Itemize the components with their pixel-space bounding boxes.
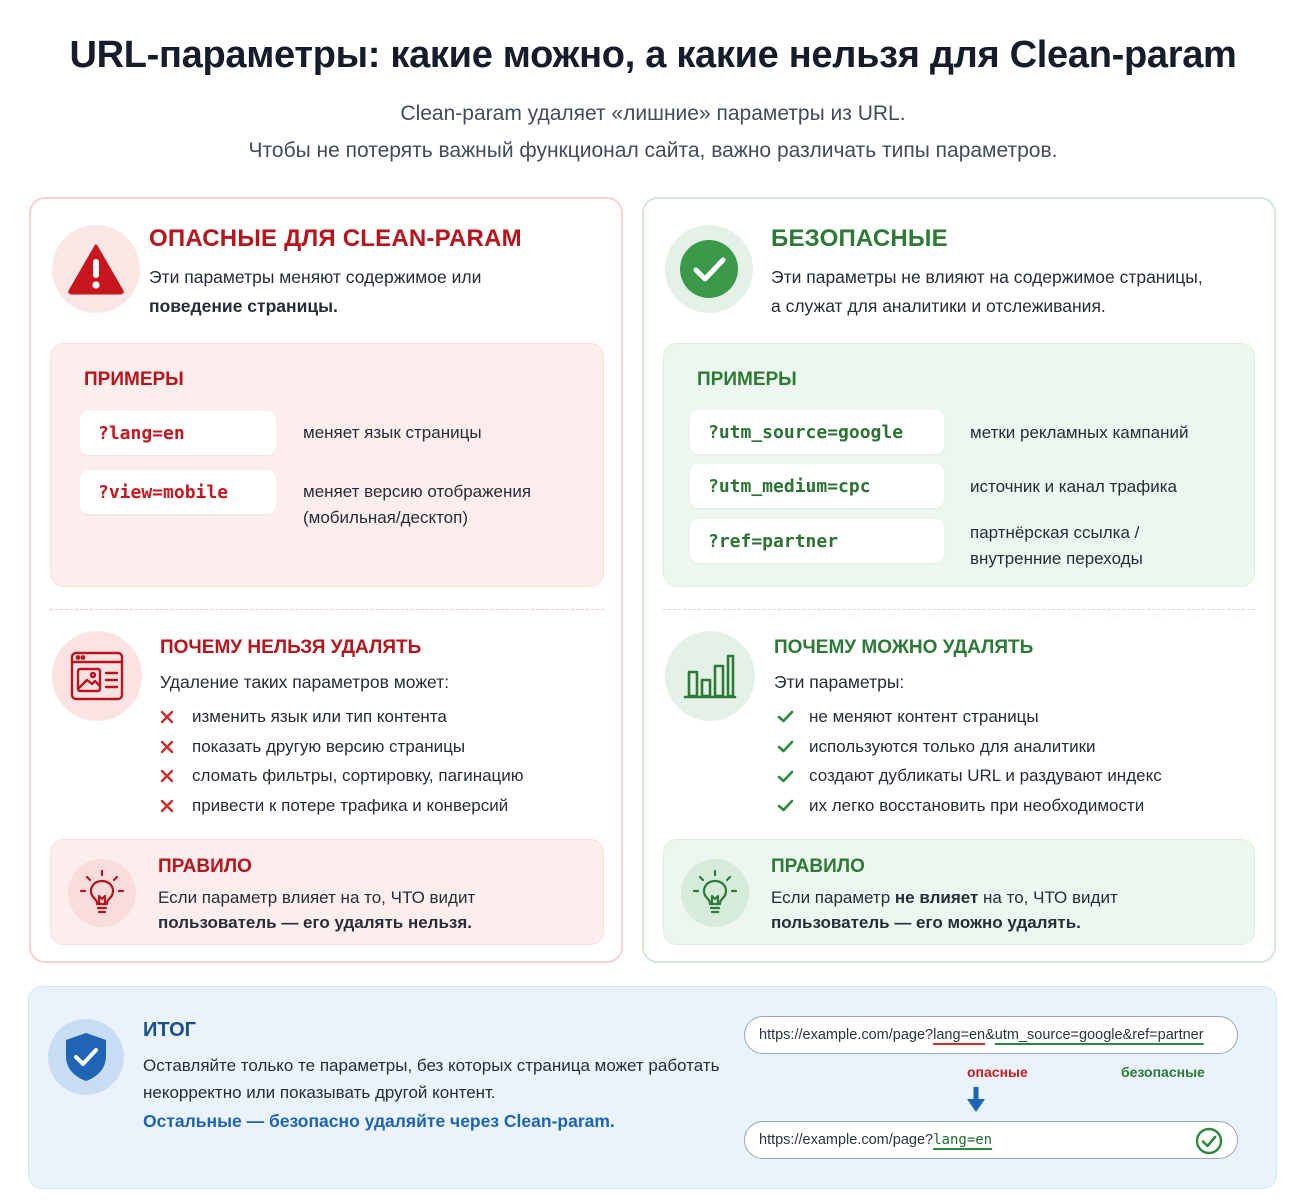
param-pill-utm-source: ?utm_source=google — [690, 410, 944, 454]
safe-title: БЕЗОПАСНЫЕ — [771, 225, 948, 252]
label-safe: безопасные — [1121, 1064, 1205, 1080]
param-desc-utm-medium: источник и канал трафика — [970, 477, 1177, 496]
dangerous-card — [29, 197, 623, 963]
subtitle-line-1: Clean-param удаляет «лишние» параметры из URL. — [400, 102, 906, 125]
url-base: https://example.com/page? — [759, 1027, 934, 1043]
safe-rule-line-1b: не влияет — [894, 888, 979, 907]
lightbulb-icon — [681, 859, 749, 927]
safe-why-lead: Эти параметры: — [774, 672, 905, 692]
dangerous-desc-line-1: Эти параметры меняют содержимое или — [149, 267, 482, 287]
summary-text-line-1: Оставляйте только те параметры, без которых страница может работать — [143, 1056, 720, 1075]
dangerous-why-lead: Удаление таких параметров может: — [160, 672, 450, 692]
cross-icon — [160, 710, 192, 724]
param-pill-view: ?view=mobile — [80, 470, 276, 514]
list-item-text: изменить язык или тип контента — [192, 706, 447, 726]
summary-link[interactable]: Остальные — безопасно удаляйте через Clean-param. — [143, 1111, 615, 1131]
subtitle-line-2: Чтобы не потерять важный функционал сайта, важно различать типы параметров. — [248, 139, 1058, 162]
summary-text — [143, 1052, 743, 1106]
list-item-text: сломать фильтры, сортировку, пагинацию — [192, 766, 524, 786]
dangerous-description — [149, 263, 481, 321]
safe-rule-line-2: пользователь — его можно удалять. — [771, 913, 1081, 932]
list-item-text: создают дубликаты URL и раздувают индекс — [809, 766, 1162, 786]
list-item — [160, 732, 524, 762]
dangerous-examples-box — [50, 343, 604, 587]
dangerous-rule-title: ПРАВИЛО — [158, 856, 252, 877]
param-desc-ref-line-1: партнёрская ссылка / — [970, 523, 1140, 542]
param-desc-view — [303, 479, 531, 531]
page-title: URL-параметры: какие можно, а какие нельзя для Clean-param — [69, 34, 1237, 76]
safe-rule-box — [663, 839, 1255, 945]
safe-why-list — [777, 702, 1162, 821]
dangerous-why-title: ПОЧЕМУ НЕЛЬЗЯ УДАЛЯТЬ — [160, 637, 422, 658]
dangerous-rule-text — [158, 885, 475, 935]
list-item-text: их легко восстановить при необходимости — [809, 795, 1145, 815]
list-item — [777, 761, 1162, 791]
safe-rule-line-1a: Если параметр — [771, 888, 895, 907]
bar-chart-icon — [665, 631, 755, 721]
dashed-divider — [663, 609, 1255, 610]
safe-why-title: ПОЧЕМУ МОЖНО УДАЛЯТЬ — [774, 637, 1034, 658]
dangerous-why-list — [160, 702, 524, 821]
checkmark-icon — [777, 799, 809, 812]
lightbulb-icon — [68, 859, 136, 927]
check-circle-icon — [1195, 1127, 1223, 1155]
safe-examples-title: ПРИМЕРЫ — [697, 369, 797, 390]
safe-card — [642, 197, 1276, 963]
checkmark-icon — [777, 740, 809, 753]
param-desc-utm-source: метки рекламных кампаний — [970, 423, 1189, 442]
safe-rule-line-1c: на то, ЧТО видит — [978, 888, 1118, 907]
param-desc-ref — [970, 520, 1143, 572]
param-pill-lang: ?lang=en — [80, 411, 276, 455]
list-item — [160, 791, 524, 821]
param-desc-lang: меняет язык страницы — [303, 423, 482, 442]
summary-box — [28, 986, 1277, 1189]
param-desc-view-line-2: (мобильная/десктоп) — [303, 508, 469, 527]
url-example-clean — [744, 1121, 1238, 1159]
arrow-down-icon — [966, 1087, 986, 1113]
url-danger-segment: lang=en — [933, 1027, 986, 1043]
list-item-text: используются только для аналитики — [809, 736, 1096, 756]
param-pill-utm-medium: ?utm_medium=cpc — [690, 464, 944, 508]
dangerous-rule-line-1: Если параметр влияет на то, ЧТО видит — [158, 888, 476, 907]
list-item — [777, 732, 1162, 762]
checkmark-icon — [777, 710, 809, 723]
param-desc-ref-line-2: внутренние переходы — [970, 549, 1143, 568]
list-item-text: не меняют контент страницы — [809, 706, 1039, 726]
summary-text-line-2: некорректно или показывать другой контент. — [143, 1083, 496, 1102]
list-item — [160, 702, 524, 732]
dangerous-rule-line-2: пользователь — его удалять нельзя. — [158, 913, 473, 932]
cross-icon — [160, 799, 192, 813]
safe-examples-box — [663, 343, 1255, 587]
warning-icon — [52, 225, 140, 313]
url-clean-base: https://example.com/page? — [759, 1132, 934, 1148]
summary-title: ИТОГ — [143, 1019, 196, 1041]
dangerous-examples-title: ПРИМЕРЫ — [84, 369, 184, 390]
url-ampersand: & — [985, 1027, 995, 1043]
shield-check-icon — [48, 1019, 124, 1095]
list-item-text: привести к потере трафика и конверсий — [192, 795, 509, 815]
label-dangerous: опасные — [967, 1064, 1028, 1080]
url-safe-segment: utm_source=google&ref=partner — [994, 1027, 1204, 1043]
param-pill-ref: ?ref=partner — [690, 519, 944, 563]
safe-rule-title: ПРАВИЛО — [771, 856, 865, 877]
checkmark-icon — [777, 770, 809, 783]
safe-rule-text — [771, 885, 1118, 935]
list-item — [777, 702, 1162, 732]
safe-desc-line-1: Эти параметры не влияют на содержимое страницы, — [771, 267, 1203, 287]
list-item-text: показать другую версию страницы — [192, 736, 466, 756]
check-circle-icon — [665, 225, 753, 313]
dashed-divider — [50, 609, 604, 610]
url-clean-param: lang=en — [933, 1132, 993, 1148]
param-desc-view-line-1: меняет версию отображения — [303, 482, 532, 501]
dangerous-title: ОПАСНЫЕ ДЛЯ CLEAN-PARAM — [149, 225, 522, 252]
content-page-icon — [52, 631, 142, 721]
cross-icon — [160, 769, 192, 783]
dangerous-rule-box — [50, 839, 604, 945]
safe-desc-line-2: а служат для аналитики и отслеживания. — [771, 296, 1106, 316]
list-item — [777, 791, 1162, 821]
url-example-full — [744, 1016, 1238, 1054]
dangerous-desc-line-2: поведение страницы. — [149, 296, 338, 316]
list-item — [160, 761, 524, 791]
cross-icon — [160, 740, 192, 754]
safe-description — [771, 263, 1203, 321]
